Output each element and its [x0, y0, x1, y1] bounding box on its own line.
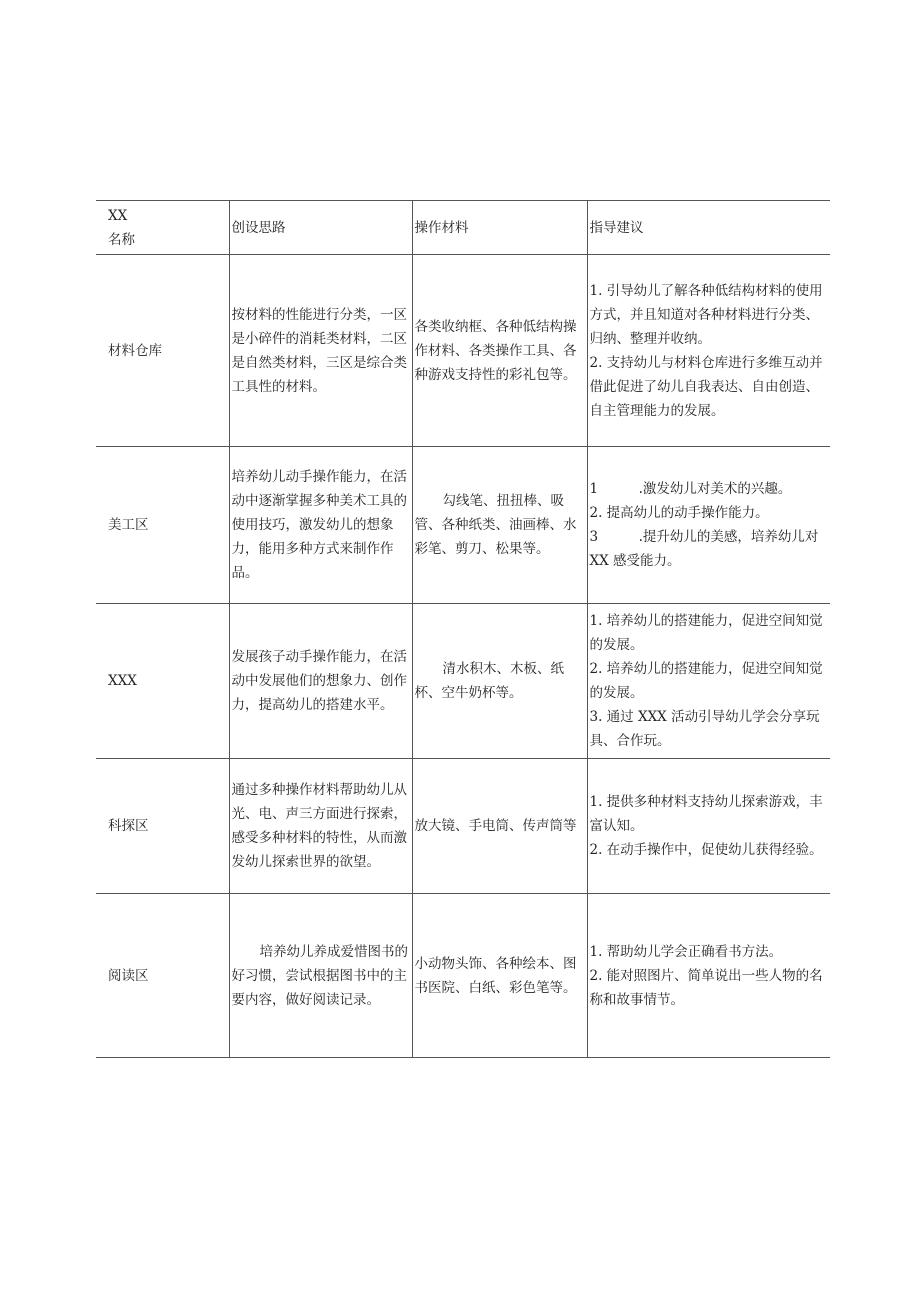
- header-guidance: 指导建议: [587, 201, 830, 255]
- area-name: 科探区: [96, 759, 229, 894]
- guidance-item: 2. 培养幼儿的搭建能力，促进空间知觉的发展。: [589, 661, 823, 701]
- table-row: [96, 447, 830, 604]
- guidance-item: 3. 通过 XXX 活动引导幼儿学会分享玩具、合作玩。: [589, 709, 820, 749]
- guidance-item: 1. 帮助幼儿学会正确看书方法。: [589, 943, 783, 960]
- guidance-item: 1. 提供多种材料支持幼儿探索游戏，丰富认知。: [589, 794, 823, 834]
- area-guidance: [587, 447, 830, 604]
- area-materials: [412, 604, 587, 759]
- guidance-item: 1. 培养幼儿的搭建能力，促进空间知觉的发展。: [589, 613, 823, 653]
- area-idea: 培养幼儿动手操作能力，在活动中逐渐掌握多种美术工具的使用技巧，激发幼儿的想象力，能用多种方式来制作作品。: [229, 447, 412, 604]
- area-guidance: [587, 604, 830, 759]
- materials-text: 勾线笔、扭扭棒、吸管、各种纸类、油画棒、水彩笔、剪刀、松果等。: [414, 493, 577, 557]
- guidance-item: 1. 引导幼儿了解各种低结构材料的使用方式，并且知道对各种材料进行分类、归纳、整理并收纳。: [589, 282, 823, 347]
- area-materials: [412, 447, 587, 604]
- header-name: [96, 201, 229, 255]
- area-guidance: [587, 255, 830, 447]
- table-row: [96, 255, 830, 447]
- area-materials: 小动物头饰、各种绘本、图书医院、白纸、彩色笔等。: [412, 894, 587, 1058]
- area-idea: [229, 894, 412, 1058]
- area-guidance: [587, 759, 830, 894]
- area-materials: 各类收纳框、各种低结构操作材料、各类操作工具、各种游戏支持性的彩礼包等。: [412, 255, 587, 447]
- area-name: 美工区: [96, 447, 229, 604]
- header-name-line1: XX: [108, 207, 128, 224]
- table-row: [96, 604, 830, 759]
- guidance-item: 2. 能对照图片、简单说出一些人物的名称和故事情节。: [589, 967, 823, 1008]
- activity-area-table: [96, 200, 830, 1058]
- header-materials: 操作材料: [412, 201, 587, 255]
- guidance-item: 2. 在动手操作中，促使幼儿获得经验。: [589, 842, 823, 858]
- header-idea: 创设思路: [229, 201, 412, 255]
- guidance-item: 2. 提高幼儿的动手操作能力。: [589, 505, 769, 521]
- guidance-item: 2. 支持幼儿与材料仓库进行多维互动并借此促进了幼儿自我表达、自由创造、自主管理能力的发展。: [589, 354, 823, 419]
- area-idea: 按材料的性能进行分类，一区是小碎件的消耗类材料，二区是自然类材料，三区是综合类工具性的材料。: [229, 255, 412, 447]
- idea-text: 培养幼儿养成爱惜图书的好习惯，尝试根据图书中的主要内容，做好阅读记录。: [231, 943, 408, 1008]
- area-idea: 发展孩子动手操作能力，在活动中发展他们的想象力、创作力，提高幼儿的搭建水平。: [229, 604, 412, 759]
- area-name: 材料仓库: [96, 255, 229, 447]
- header-name-line2: 名称: [108, 231, 135, 248]
- table-row: [96, 759, 830, 894]
- area-idea: 通过多种操作材料帮助幼儿从光、电、声三方面进行探索，感受多种材料的特性，从而激发幼儿探索世界的欲望。: [229, 759, 412, 894]
- area-materials: 放大镜、手电筒、传声筒等: [412, 759, 587, 894]
- area-name: 阅读区: [96, 894, 229, 1058]
- table-row: [96, 894, 830, 1058]
- materials-text: 清水积木、木板、纸杯、空牛奶杯等。: [414, 661, 564, 701]
- guidance-item: 1 .激发幼儿对美术的兴趣。: [589, 481, 792, 497]
- area-guidance: [587, 894, 830, 1058]
- area-name: XXX: [96, 604, 229, 759]
- guidance-item: 3 .提升幼儿的美感，培养幼儿对 XX 感受能力。: [589, 529, 819, 569]
- table-header-row: [96, 201, 830, 255]
